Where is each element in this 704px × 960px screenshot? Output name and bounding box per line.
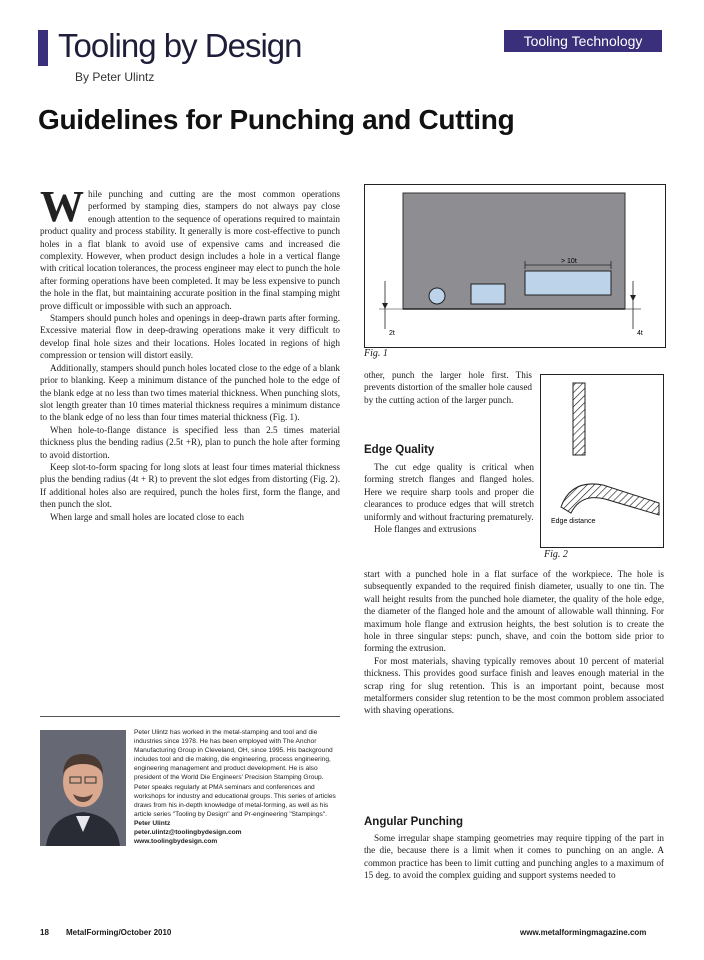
figure-1-diagram (364, 184, 666, 348)
bio-divider (40, 716, 340, 717)
paragraph: The cut edge quality is critical when forming stretch flanges and flanged holes. Here we require sharp tools and proper die clearances to produce edges that will stretch uniformly and without fracturing prematurely. (364, 462, 534, 522)
author-bio (134, 728, 340, 846)
punch-section (573, 383, 585, 455)
article-headline: Guidelines for Punching and Cutting (38, 104, 515, 135)
paragraph: start with a punched hole in a flat surface of the workpiece. The hole is subsequently expanded to the required finish diameter, usually to one tin. The wall height results from the punched hole diameter, the quality of the hole edge, the diameter of the flanged hole and the amount of allowable wall thinning. For maximum hole flange and extrusion heights, the best solution is to create the hole in three singular steps: punch, shave, and coin the bottom side prior to forming the extrusion. (364, 569, 664, 654)
paragraph: other, punch the larger hole first. This prevents distortion of the smaller hole caused by the cutting action of the larger punch. (364, 370, 532, 405)
author-photo (40, 730, 126, 846)
dropcap: W (40, 182, 84, 231)
flange-section (561, 484, 659, 515)
paragraph: Hole flanges and extrusions (374, 524, 477, 535)
figure-1-caption: Fig. 1 (364, 348, 388, 359)
right-column-body (364, 568, 664, 717)
left-column (40, 182, 340, 523)
round-hole (429, 288, 445, 304)
small-slot (471, 284, 505, 304)
right-column-intro (364, 369, 532, 406)
long-slot (525, 271, 611, 295)
paragraph: Some irregular shape stamping geometries may require tipping of the part in the die, because there is a limit when it comes to punching on an angle. A common practice has been to limit cutting and punching angles to a maximum of 15 deg. to avoid the complex guiding and support systems needed to (364, 833, 664, 881)
paragraph: Additionally, stampers should punch holes located close to the edge of a blank prior to blanking. Keep a minimum distance of the punched hole to the edge of the blank edge at no less than two times material thickness. When punching slots, slot length greater than 10 times material thickness requires a minimum distance to the blank edge of no less than four times material thickness (Fig. 1). (40, 362, 340, 423)
angular-punching-text (364, 832, 664, 882)
byline: By Peter Ulintz (75, 70, 155, 84)
figure-2-caption: Fig. 2 (544, 549, 568, 560)
section-badge: Tooling Technology (504, 30, 662, 52)
figure-2-drawing (541, 375, 663, 547)
bio-name: Peter Ulintz (134, 819, 171, 827)
figure-1-label-slot-distance: 4t (637, 330, 643, 337)
page-number: 18 (40, 928, 49, 937)
paragraph: When hole-to-flange distance is specified less than 2.5 times material thickness plus the bending radius (2.5t +R), plan to punch the hole after forming to avoid distortion. (40, 424, 340, 460)
column-accent-bar (38, 30, 48, 66)
figure-2-diagram (540, 374, 664, 548)
paragraph: While punching and cutting are the most common operations performed by stamping dies, stampers do not always pay close enough attention to the sequence of operations required to maintain product quality and process stability. It generally is more cost-effective to punch holes in a flat blank to avoid use of expensive cams and increased die complexity. However, when product design includes a hole in a vertical flange with critical location tolerances, the process engineer may elect to punch the hole after forming operations have been completed. It may be less expensive to punch the hole in the flat, but maintaining accurate position in the final stamping might prove difficult or impossible with such an approach. (40, 182, 340, 311)
figure-1-label-hole-distance: 2t (389, 330, 395, 337)
figure-1-drawing (365, 185, 665, 347)
bio-email-link[interactable]: peter.ulintz@toolingbydesign.com (134, 829, 242, 837)
paragraph: For most materials, shaving typically removes about 10 percent of material thickness. This provides good surface finish and leaves enough material in the scrap ring for slug retention. This is an important point, because most metalformers consider slug retention to be the most common problem associated with shaving operations. (364, 655, 664, 716)
bio-website-link[interactable]: www.toolingbydesign.com (134, 838, 218, 846)
paragraph: Stampers should punch holes and openings in deep-drawn parts after forming. Excessive material flow in deep-drawing operations make it very difficult to develop final hole sizes and their locations. Holes located in regions of high compression or tension will distort easily. (40, 313, 340, 361)
figure-2-label: Edge distance (551, 518, 596, 525)
figure-1-label-slot-length: > 10t (561, 258, 577, 265)
edge-quality-text (364, 461, 534, 535)
column-title: Tooling by Design (58, 27, 302, 64)
subheading-angular-punching: Angular Punching (364, 816, 464, 828)
subheading-edge-quality: Edge Quality (364, 444, 435, 456)
publication-issue: MetalForming/October 2010 (66, 928, 172, 937)
footer-website-link[interactable]: www.metalformingmagazine.com (520, 928, 647, 937)
paragraph: When large and small holes are located close to each (50, 511, 244, 522)
paragraph: Keep slot-to-form spacing for long slots at least four times material thickness plus the bending radius (4t + R) to prevent the slot edges from distorting (Fig. 2). If additional holes also are required, punch the holes first, form the flange, and then punch the slot. (40, 461, 340, 510)
bio-text: Peter Ulintz has worked in the metal-stamping and tool and die industries since 1978. He has been employed with The Anchor Manufacturing Group in Cleveland, OH, since 1995. His background includes tool and die making, die engineering, process engineering, engineering management and product development. He is also president of the World Die Engineers' Precision Stamping Group. Peter speaks regularly at PMA seminars and conferences and workshops for industry and educational groups. This series of articles draws from his in-depth knowledge of metal-forming, as well as his article series "Tooling by Design" and Pr-engineering "Stampings". (134, 729, 336, 818)
